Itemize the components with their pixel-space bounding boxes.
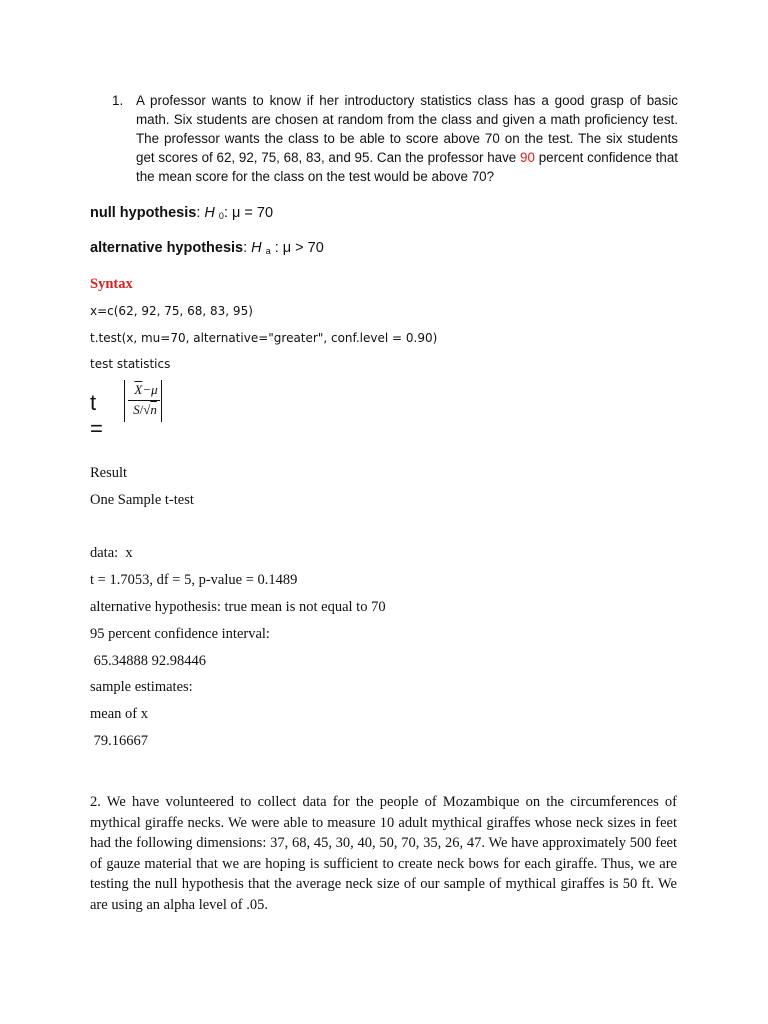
sigma-s: S <box>133 402 140 417</box>
question-1-text <box>136 91 678 186</box>
syntax-line-1: x=c(62, 92, 75, 68, 83, 95) <box>90 304 253 318</box>
null-hypothesis-subscript: 0 <box>218 211 224 221</box>
null-hypothesis-statement: : μ = 70 <box>223 205 274 221</box>
syntax-line-2: t.test(x, mu=70, alternative="greater", conf.level = 0.90) <box>90 331 438 345</box>
question-text-end: percent confidence that the mean score for the class on the test would be above 70? <box>136 150 679 184</box>
question-number: 1. <box>112 93 124 108</box>
test-statistics-label: test statistics <box>90 357 171 371</box>
question-text-start: A professor wants to know if her introductory statistics class has a good grasp of basic math. Six students are chosen at random from the class and given a math proficiency test. The professor wants the class to be able to score above 70 on the test. The six students get scores of 62, 92, 75, 68, 83, and 95. Can the professor have <box>136 93 678 165</box>
question-1 <box>112 91 678 186</box>
alt-hypothesis-symbol: H <box>251 240 262 256</box>
alternative-line: alternative hypothesis: true mean is not equal to 70 <box>90 599 386 615</box>
result-heading: Result <box>90 465 128 481</box>
mean-value: 79.16667 <box>90 733 148 749</box>
ci-values: 65.34888 92.98446 <box>90 653 206 669</box>
alt-hypothesis-subscript: a <box>265 246 271 256</box>
x-bar: $\overline{X}$ <box>134 382 143 397</box>
ci-label: 95 percent confidence interval: <box>90 626 270 642</box>
alt-hypothesis-statement: : μ > 70 <box>270 240 324 256</box>
fraction-bar <box>128 400 160 401</box>
sample-size-n: n <box>150 402 157 417</box>
null-hypothesis-label: null hypothesis <box>90 205 197 221</box>
null-hypothesis-symbol: H <box>204 205 215 221</box>
data-line: data: x <box>90 545 133 561</box>
estimates-label: sample estimates: <box>90 679 193 695</box>
confidence-highlight: 90 <box>520 150 535 165</box>
syntax-heading: Syntax <box>90 276 133 292</box>
formula-lhs: t = <box>90 390 103 441</box>
slash: / <box>139 402 144 417</box>
sqrt-sign: √ <box>143 402 151 417</box>
formula-denominator <box>128 402 162 418</box>
statistic-line: t = 1.7053, df = 5, p-value = 0.1489 <box>90 572 298 588</box>
question-2: 2. We have volunteered to collect data for the people of Mozambique on the circumferences of mythical giraffe necks. We were able to measure 10 adult mythical giraffes whose neck sizes in feet had the following dimensions: 37, 68, 45, 30, 40, 50, 70, 35, 26, 47. We have approximately 500 feet of gauze material that we are hoping is sufficient to create neck bows for each giraffe. Thus, we are testing the null hypothesis that the average neck size of our sample of mythical giraffes is 50 ft. We are using an alpha level of .05. <box>90 794 677 913</box>
formula-numerator <box>128 382 164 398</box>
minus-mu: −μ <box>142 382 158 397</box>
alt-hypothesis-label: alternative hypothesis <box>90 240 244 256</box>
test-name: One Sample t-test <box>90 492 194 508</box>
mean-label: mean of x <box>90 706 148 722</box>
null-hypothesis: null hypothesis: H $_0$: μ = 70 <box>90 205 274 221</box>
alternative-hypothesis: alternative hypothesis: H $_a$ : μ > 70 <box>90 240 324 256</box>
